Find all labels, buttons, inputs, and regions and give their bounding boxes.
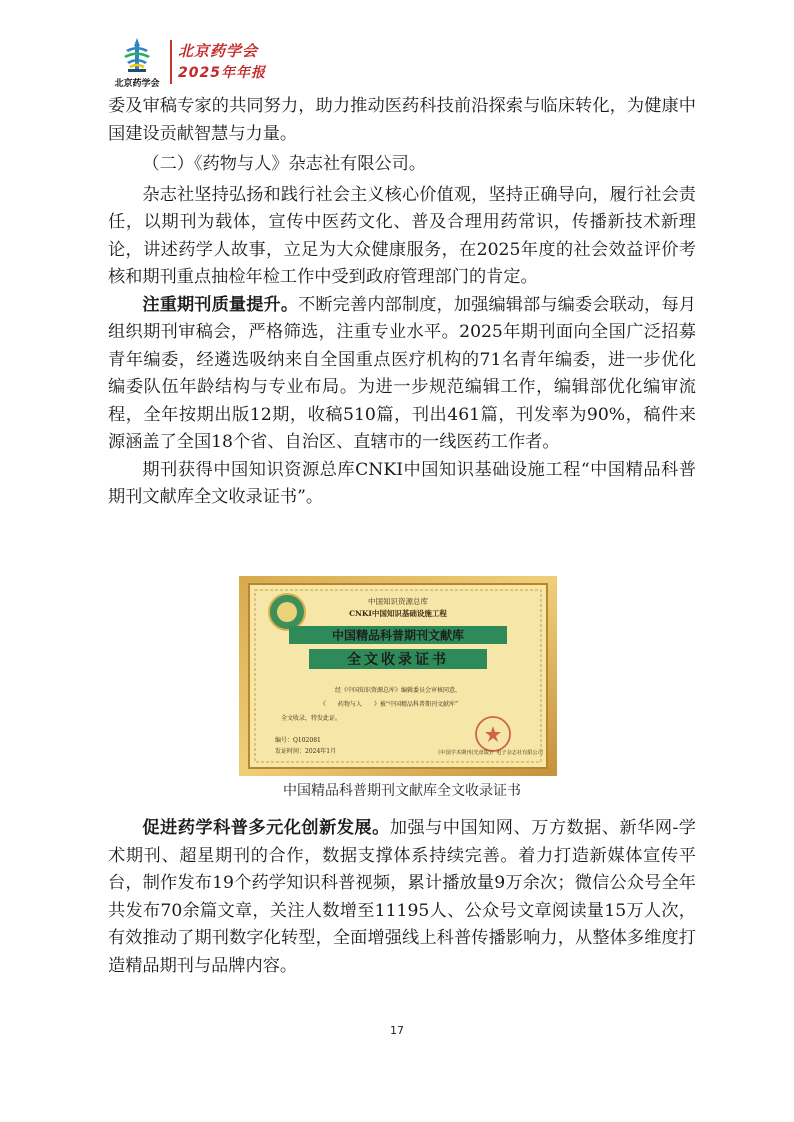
- header-report-year: 2025年年报: [178, 65, 266, 81]
- paragraph-body-quality: 不断完善内部制度，加强编辑部与编委会联动，每月组织期刊审稿会，严格筛选，注重专业水平。2025年期刊面向全国广泛招募青年编委，经遴选吸纳来自全国重点医疗机构的71名青年编委，进一步优化编委队伍年龄结构与专业布局。为进一步规范编辑工作，编辑部优化编审流程，全年按期出版12期，收稿510篇，刊出461篇，刊发率为90%，稿件来源涵盖了全国18个省、自治区、直辖市的一线医药工作者。: [108, 294, 696, 452]
- paragraph-lead-quality: 注重期刊质量提升。: [142, 294, 299, 315]
- logo-caption: 北京药学会: [114, 79, 160, 89]
- header-divider: [170, 40, 172, 84]
- page-header: [108, 36, 308, 88]
- paragraph-certificate: 期刊获得中国知识资源总库CNKI中国知识基础设施工程“中国精品科普期刊文献库全文收录证书”。: [108, 459, 696, 507]
- certificate-title2: 全文收录证书: [347, 652, 449, 668]
- paragraph-popularization: [108, 815, 696, 980]
- main-content: [108, 93, 696, 512]
- paragraph-intro: 杂志社坚持弘扬和践行社会主义核心价值观，坚持正确导向，履行社会责任，以期刊为载体，宣传中医药文化、普及合理用药常识，传播新技术新理论，讲述药学人故事，立足为大众健康服务，在2025年度的社会效益评价考核和期刊重点抽检年检工作中受到政府管理部门的肯定。: [108, 184, 696, 287]
- paragraph-continued: 委及审稿专家的共同努力，助力推动医药科技前沿探索与临床转化，为健康中国建设贡献智慧与力量。: [108, 96, 696, 144]
- certificate-line1: 中国知识资源总库: [368, 597, 428, 606]
- certificate-date: 发证时间：2024年1月: [275, 748, 337, 755]
- main-content-continued: [108, 815, 696, 980]
- page-number: 17: [390, 1024, 404, 1037]
- certificate-issuer: 《中国学术期刊(光盘版)》电子杂志社有限公司: [435, 750, 543, 756]
- certificate-text3: 全文收录，特发此证。: [281, 715, 342, 722]
- header-org-name: 北京药学会: [178, 42, 259, 60]
- certificate-text2: 《 药物与人 》被“中国精品科普期刊文献库”: [319, 701, 459, 708]
- certificate-image: [239, 576, 557, 776]
- paragraph-lead-popularization: 促进药学科普多元化创新发展。: [142, 818, 390, 838]
- section-title: （二）《药物与人》杂志社有限公司。: [142, 154, 426, 174]
- paragraph-body-popularization: 加强与中国知网、万方数据、新华网-学术期刊、超星期刊的合作，数据支撑体系持续完善。着力打造新媒体宣传平台，制作发布19个药学知识科普视频，累计播放量9万余次；微信公众号全年共发布70余篇文章，关注人数增至11195人、公众号文章阅读量15万人次，有效推动了期刊数字化转型，全面增强线上科普传播影响力，从整体多维度打造精品期刊与品牌内容。: [108, 818, 696, 976]
- certificate-serial: 编号：Q102081: [275, 737, 321, 744]
- certificate-title1: 中国精品科普期刊文献库: [331, 628, 465, 643]
- certificate-line2: CNKI中国知识基础设施工程: [349, 609, 447, 618]
- paragraph-quality: [108, 292, 696, 457]
- certificate-text1: 经《中国知识资源总库》编辑委员会审核同意，: [334, 687, 462, 694]
- figure-caption: 中国精品科普期刊文献库全文收录证书: [283, 783, 521, 799]
